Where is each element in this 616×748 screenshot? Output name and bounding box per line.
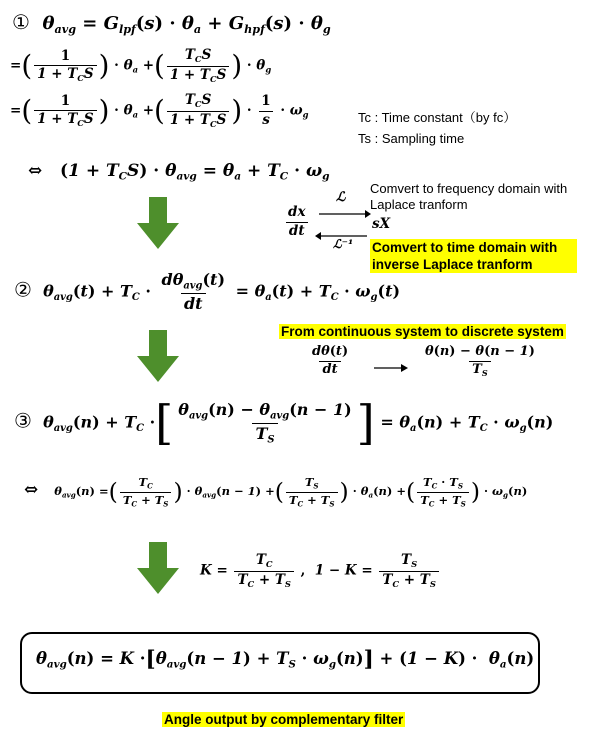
k-definition: K = $\frac{T_C}{T_C + T_S}$ , 1 − K = $\frac{T_S}{T_C + T_S}$ [200,553,441,589]
step-marker-2: ② [14,277,32,302]
down-arrow-1 [137,197,179,249]
discretization-label: From continuous system to discrete system [281,324,564,339]
eq1-line3: =( $\frac{1}{1 + T_CS}$ ) · $\theta_a$ +( $\frac{T_CS}{1 + T_CS}$ ) · $\frac{1}{s}$ · $\omega_g$ [10,92,309,129]
laplace-inverse-label: Comvert to time domain with inverse Laplace tranform [370,239,577,273]
note-time-constant: Tc : Time constant（by fc） [358,110,517,125]
final-caption: Angle output by complementary filter [164,712,404,727]
final-equation: $\theta_{avg}(n) = K \cdot[\theta_{avg}(n - 1) + T_S \cdot \omega_g(n)] + (1 - K) \cdot \theta_a(n)$ [36,647,535,672]
step-marker-1: ① [12,10,30,34]
discretization-result: $\frac{\theta(n) - \theta(n - 1)}{T_S}$ [425,344,535,378]
eq3-solved: ⇔ $\theta_{avg}(n)$ =( $\frac{T_C}{T_C + T_S}$ ) · $\theta_{avg}(n - 1)$ +( $\frac{T_S}{T_C + T_S}$ ) · $\theta_a(n)$ +( $\frac{T_C \cdot T_S}{T_C + T_S}$ ) · $\omega_g(n)$ [24,475,528,509]
note-sampling-time: Ts : Sampling time [358,131,465,146]
laplace-operator: ℒ [336,190,346,205]
laplace-dx: dx [288,204,306,220]
laplace-forward-label: Comvert to frequency domain with Laplace tranform [370,181,568,212]
laplace-dt: dt [286,222,308,240]
equivalence-symbol-2: ⇔ [24,480,39,501]
equivalence-symbol-1: ⇔ [28,161,43,181]
laplace-time-expr [283,205,311,239]
eq1-line2: =( $\frac{1}{1 + T_CS}$ ) · $\theta_a$ +( $\frac{T_CS}{1 + T_CS}$ ) · $\theta_g$ [10,47,272,84]
laplace-freq-expr: sX [372,216,391,232]
discretization-arrow [374,362,408,374]
eq1-main: ① $\theta_{avg} = G_{lpf}(s) \cdot \theta_a + G_{hpf}(s) \cdot \theta_g$ [12,10,331,36]
discretization-formula: $\frac{d\theta(t)}{dt}$ [312,344,349,377]
down-arrow-2 [137,330,179,382]
step-marker-3: ③ [14,408,32,433]
down-arrow-3 [137,542,179,594]
laplace-inverse-operator: ℒ⁻¹ [333,237,354,251]
eq2-main: ② $\theta_{avg}(t) + T_C$ · $\frac{d\theta_{avg}(t)}{dt}$ = $\theta_a(t) + T_C \cdot \omega_g(t)$ [14,270,401,313]
eq3-main: ③ $\theta_{avg}(n) + T_C$ ·[ $\frac{\theta_{avg}(n) - \theta_{avg}(n - 1)}{T_S}$ ] = $\theta_a(n) + T_C \cdot \omega_g(n)$ [14,396,554,450]
eq1-equivalent: ⇔ $(1 + T_CS) \cdot \theta_{avg} = \theta_a + T_C \cdot \omega_g$ [28,161,330,183]
